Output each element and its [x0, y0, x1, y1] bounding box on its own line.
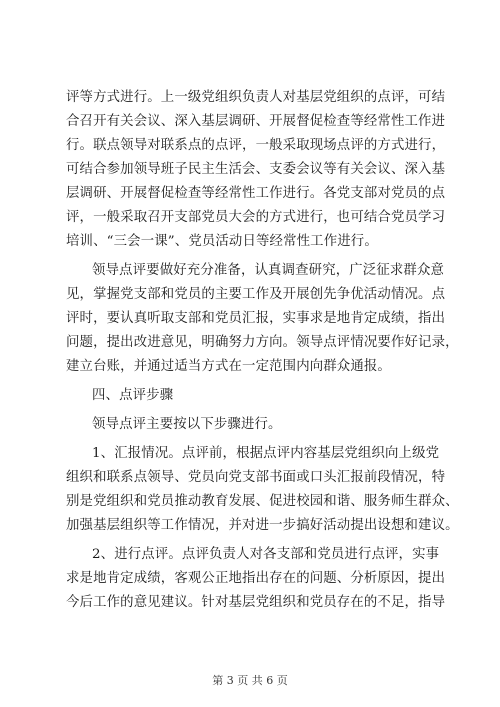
document-body: [66, 86, 459, 615]
text-line: 行。联点领导对联系点的点评，一般采取现场点评的方式进行，: [66, 138, 446, 153]
paragraph-step-report: [66, 442, 459, 538]
text-line: 评时，要认真听取支部和党员汇报，实事求是地肯定成绩，指出: [66, 311, 446, 326]
text-line: 见，掌握党支部和党员的主要工作及开展创先争优活动情况。点: [66, 287, 446, 302]
text-line: 求是地肯定成绩，客观公正地指出存在的问题、分析原因，提出: [66, 571, 446, 586]
text-line: 别是党组织和党员推动教育发展、促进校园和谐、服务师生群众、: [66, 494, 459, 509]
text-line: 建立台账，并通过适当方式在一定范围内向群众通报。: [66, 359, 391, 374]
paragraph-step-evaluate: [66, 543, 446, 615]
text-line: 合召开有关会议、深入基层调研、开展督促检查等经常性工作进: [66, 114, 446, 129]
paragraph-steps-intro: [66, 413, 438, 437]
text-line: 领导点评要做好充分准备，认真调查研究，广泛征求群众意: [92, 263, 445, 278]
text-line: 评，一般采取召开支部党员大会的方式进行，也可结合党员学习: [66, 210, 446, 225]
paragraph-preparation: [66, 259, 459, 379]
text-line: 2、进行点评。点评负责人对各支部和党员进行点评，实事: [92, 547, 440, 562]
text-line: 问题，提出改进意见，明确努力方向。领导点评情况要作好记录，: [66, 335, 459, 350]
text-line: 评等方式进行。上一级党组织负责人对基层党组织的点评，可结: [66, 90, 446, 105]
section-heading: 四、点评步骤: [92, 388, 174, 403]
page-number-footer: 第 3 页 共 6 页: [212, 674, 288, 687]
text-line: 加强基层组织等工作情况，并对进一步搞好活动提出设想和建议。: [66, 518, 459, 533]
text-line: 可结合参加领导班子民主生活会、支委会议等有关会议、深入基: [66, 162, 446, 177]
text-line: 培训、“三会一课”、党员活动日等经常性工作进行。: [66, 234, 378, 249]
section-heading-steps: [66, 384, 438, 408]
text-line: 组织和联系点领导、党员向党支部书面或口头汇报前段情况，特: [66, 470, 446, 485]
paragraph-evaluation-methods: [66, 86, 446, 254]
text-line: 领导点评主要按以下步骤进行。: [92, 417, 282, 432]
text-line: 今后工作的意见建议。针对基层党组织和党员存在的不足，指导: [66, 595, 446, 610]
text-line: 层调研、开展督促检查等经常性工作进行。各党支部对党员的点: [66, 186, 446, 201]
text-line: 1、汇报情况。点评前，根据点评内容基层党组织向上级党: [92, 446, 440, 461]
